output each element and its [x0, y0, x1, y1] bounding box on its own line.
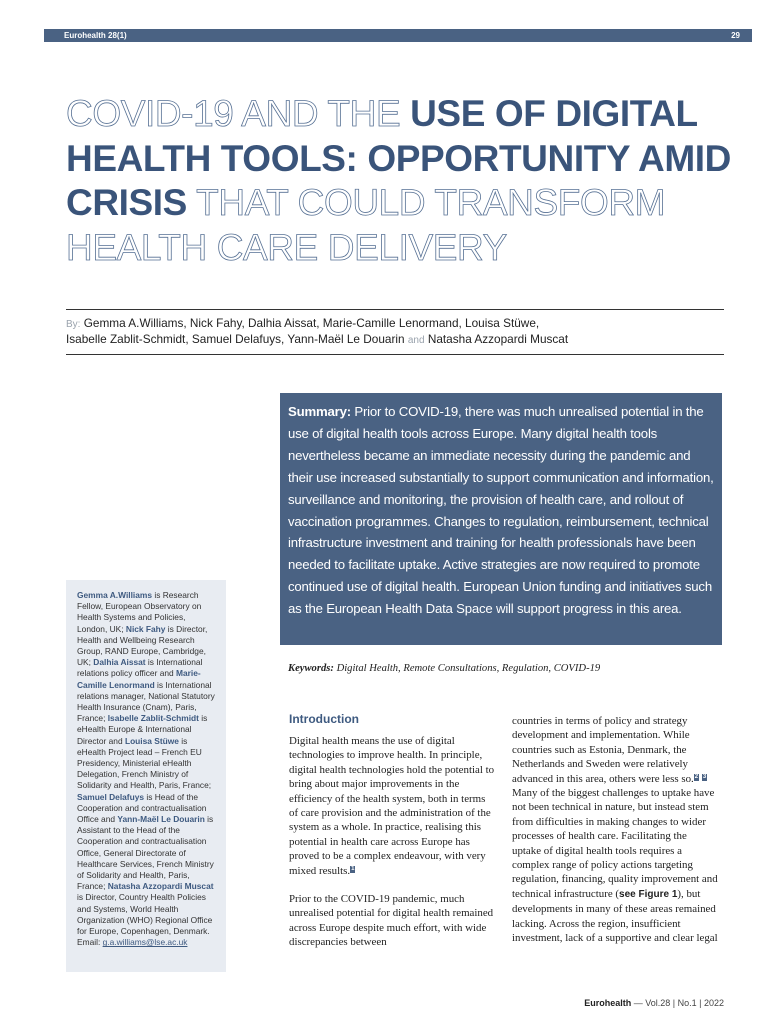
intro-paragraph-1-text: Digital health means the use of digital technologies to improve health. In principle, digital health technologies hold the potential to bring about major improvements in the efficiency of the health system, both in terms of care provision and the administration of the system as a whole. In practice, realising this potential in health care across Europe has proved to be a complex endeavour, with very mixed results. [289, 735, 495, 877]
affil-name: Dalhia Aissat [93, 657, 146, 668]
affil-text: is Head of the Cooperation and contractualisation Office and [77, 791, 207, 825]
author-affiliations-box [66, 580, 226, 972]
affil-text: is International relations manager, National Statutory Health Insurance (Cnam), Paris, France; [77, 679, 215, 724]
authors-top-rule [66, 309, 724, 310]
body-text-2: Many of the biggest challenges to uptake have not been technical in nature, but instead stem from difficulties in making changes to wider processes of health care. Facilitating the uptake of digital health tools requires a complex range of policy actions targeting regulation, financing, quality improvement and technical infrastructure ( [512, 787, 718, 900]
affil-name: Louisa Stüwe [124, 735, 179, 746]
intro-paragraph-2: Prior to the COVID-19 pandemic, much unrealised potential for digital health remained across Europe despite much effort, with wide discrepancies between [289, 893, 494, 949]
by-label: By: [66, 319, 81, 330]
reference-marker[interactable]: 1 [351, 865, 355, 872]
affil-name: Gemma A.Williams [77, 590, 153, 600]
affil-text: is eHealth Europe & International Director and [77, 713, 208, 746]
affil-name: Samuel Delafuys [77, 791, 145, 802]
affil-name: Marie-Camille Lenormand [77, 668, 201, 690]
title-light-part-1: COVID-19 AND THE [66, 93, 411, 134]
affil-name: Isabelle Zablit-Schmidt [107, 713, 199, 724]
keywords-text: Digital Health, Remote Consultations, Regulation, COVID-19 [336, 663, 601, 674]
footer-issue: — Vol.28 | No.1 | 2022 [633, 998, 724, 1008]
body-text-1: countries in terms of policy and strategy development and implementation. While countries such as Estonia, Denmark, the Netherlands and Sweden were relatively advanced in this area, others were less so. [512, 715, 694, 785]
summary-text: Prior to COVID-19, there was much unrealised potential in the use of digital health tools across Europe. Many digital health tools nevertheless became an immediate necessity during the pandemic and their use increased substantially to support communication and information, surveillance and monitoring, the provision of health care, and rollout of vaccination programmes. Changes to regulation, reimbursement, technical infrastructure investment and training for health professionals have been needed to facilitate uptake. Active strategies are now required to promote continued use of digital health. European Union funding and initiatives such as the European Health Data Space will support progress in this area. [288, 404, 714, 617]
affil-text: is International relations policy officer and [77, 657, 203, 679]
journal-issue: Eurohealth 28(1) [64, 31, 127, 40]
authors-line-1: Gemma A.Williams, Nick Fahy, Dalhia Aissat, Marie-Camille Lenormand, Louisa Stüwe, [83, 316, 540, 330]
affil-text: is eHealth Project lead – French EU Presidency, Ministerial eHealth Delegation, French Ministry of Solidarity and Health, Paris, France; [77, 735, 212, 791]
authors-bottom-rule [66, 354, 724, 355]
running-header [44, 29, 752, 42]
email-label: Email: [77, 937, 101, 948]
title-bold-part: USE OF DIGITAL HEALTH TOOLS: OPPORTUNITY AMID CRISIS [66, 93, 731, 223]
affil-text: is Director, Health and Wellbeing Research Group, RAND Europe, Cambridge, UK; [77, 623, 208, 668]
section-heading-introduction: Introduction [289, 712, 359, 726]
and-label: and [407, 335, 425, 346]
title-light-part-2: THAT COULD TRANSFORM HEALTH CARE DELIVERY [66, 182, 666, 268]
body-text-3: ), but developments in many of these areas remained lacking. Across the region, insufficient investment, lack of a supportive and clear legal [512, 887, 718, 945]
body-paragraph-continued [512, 714, 718, 946]
authors-line-2a: Isabelle Zablit-Schmidt, Samuel Delafuys, Yann-Maël Le Douarin [66, 332, 405, 346]
affil-name: Nick Fahy [125, 623, 166, 634]
affil-text: is Research Fellow, European Observatory on Health Systems and Policies, London, UK; [77, 590, 202, 634]
affil-name: Natasha Azzopardi Muscat [107, 881, 214, 892]
affil-text: is Assistant to the Head of the Cooperation and contractualisation Office, General Directorate of Healthcare Services, French Ministry of Solidarity and Health, Paris, France; [77, 814, 214, 892]
reference-marker[interactable]: 3 [702, 773, 707, 780]
author-list [66, 316, 726, 348]
article-title [66, 92, 746, 270]
summary-box [280, 393, 722, 645]
footer-brand: Eurohealth [584, 998, 632, 1008]
affil-name: Yann-Maël Le Douarin [117, 814, 205, 825]
page-number: 29 [731, 31, 740, 40]
summary-label: Summary: [288, 404, 351, 419]
intro-paragraph-1 [289, 734, 497, 878]
email-link[interactable]: g.a.williams@lse.ac.uk [102, 937, 188, 948]
page-footer [584, 998, 724, 1008]
reference-marker[interactable]: 2 [694, 773, 699, 780]
keywords-label: Keywords: [288, 663, 334, 674]
body-column-right [512, 714, 718, 960]
authors-line-2b: Natasha Azzopardi Muscat [427, 332, 569, 346]
keywords [288, 663, 728, 674]
affil-text: is Director, Country Health Policies and Systems, World Health Organization (WHO) Regional Office for Europe, Copenhagen, Denmark. [77, 892, 213, 937]
body-column-left [289, 712, 497, 964]
figure-reference[interactable]: see Figure 1 [619, 888, 678, 900]
